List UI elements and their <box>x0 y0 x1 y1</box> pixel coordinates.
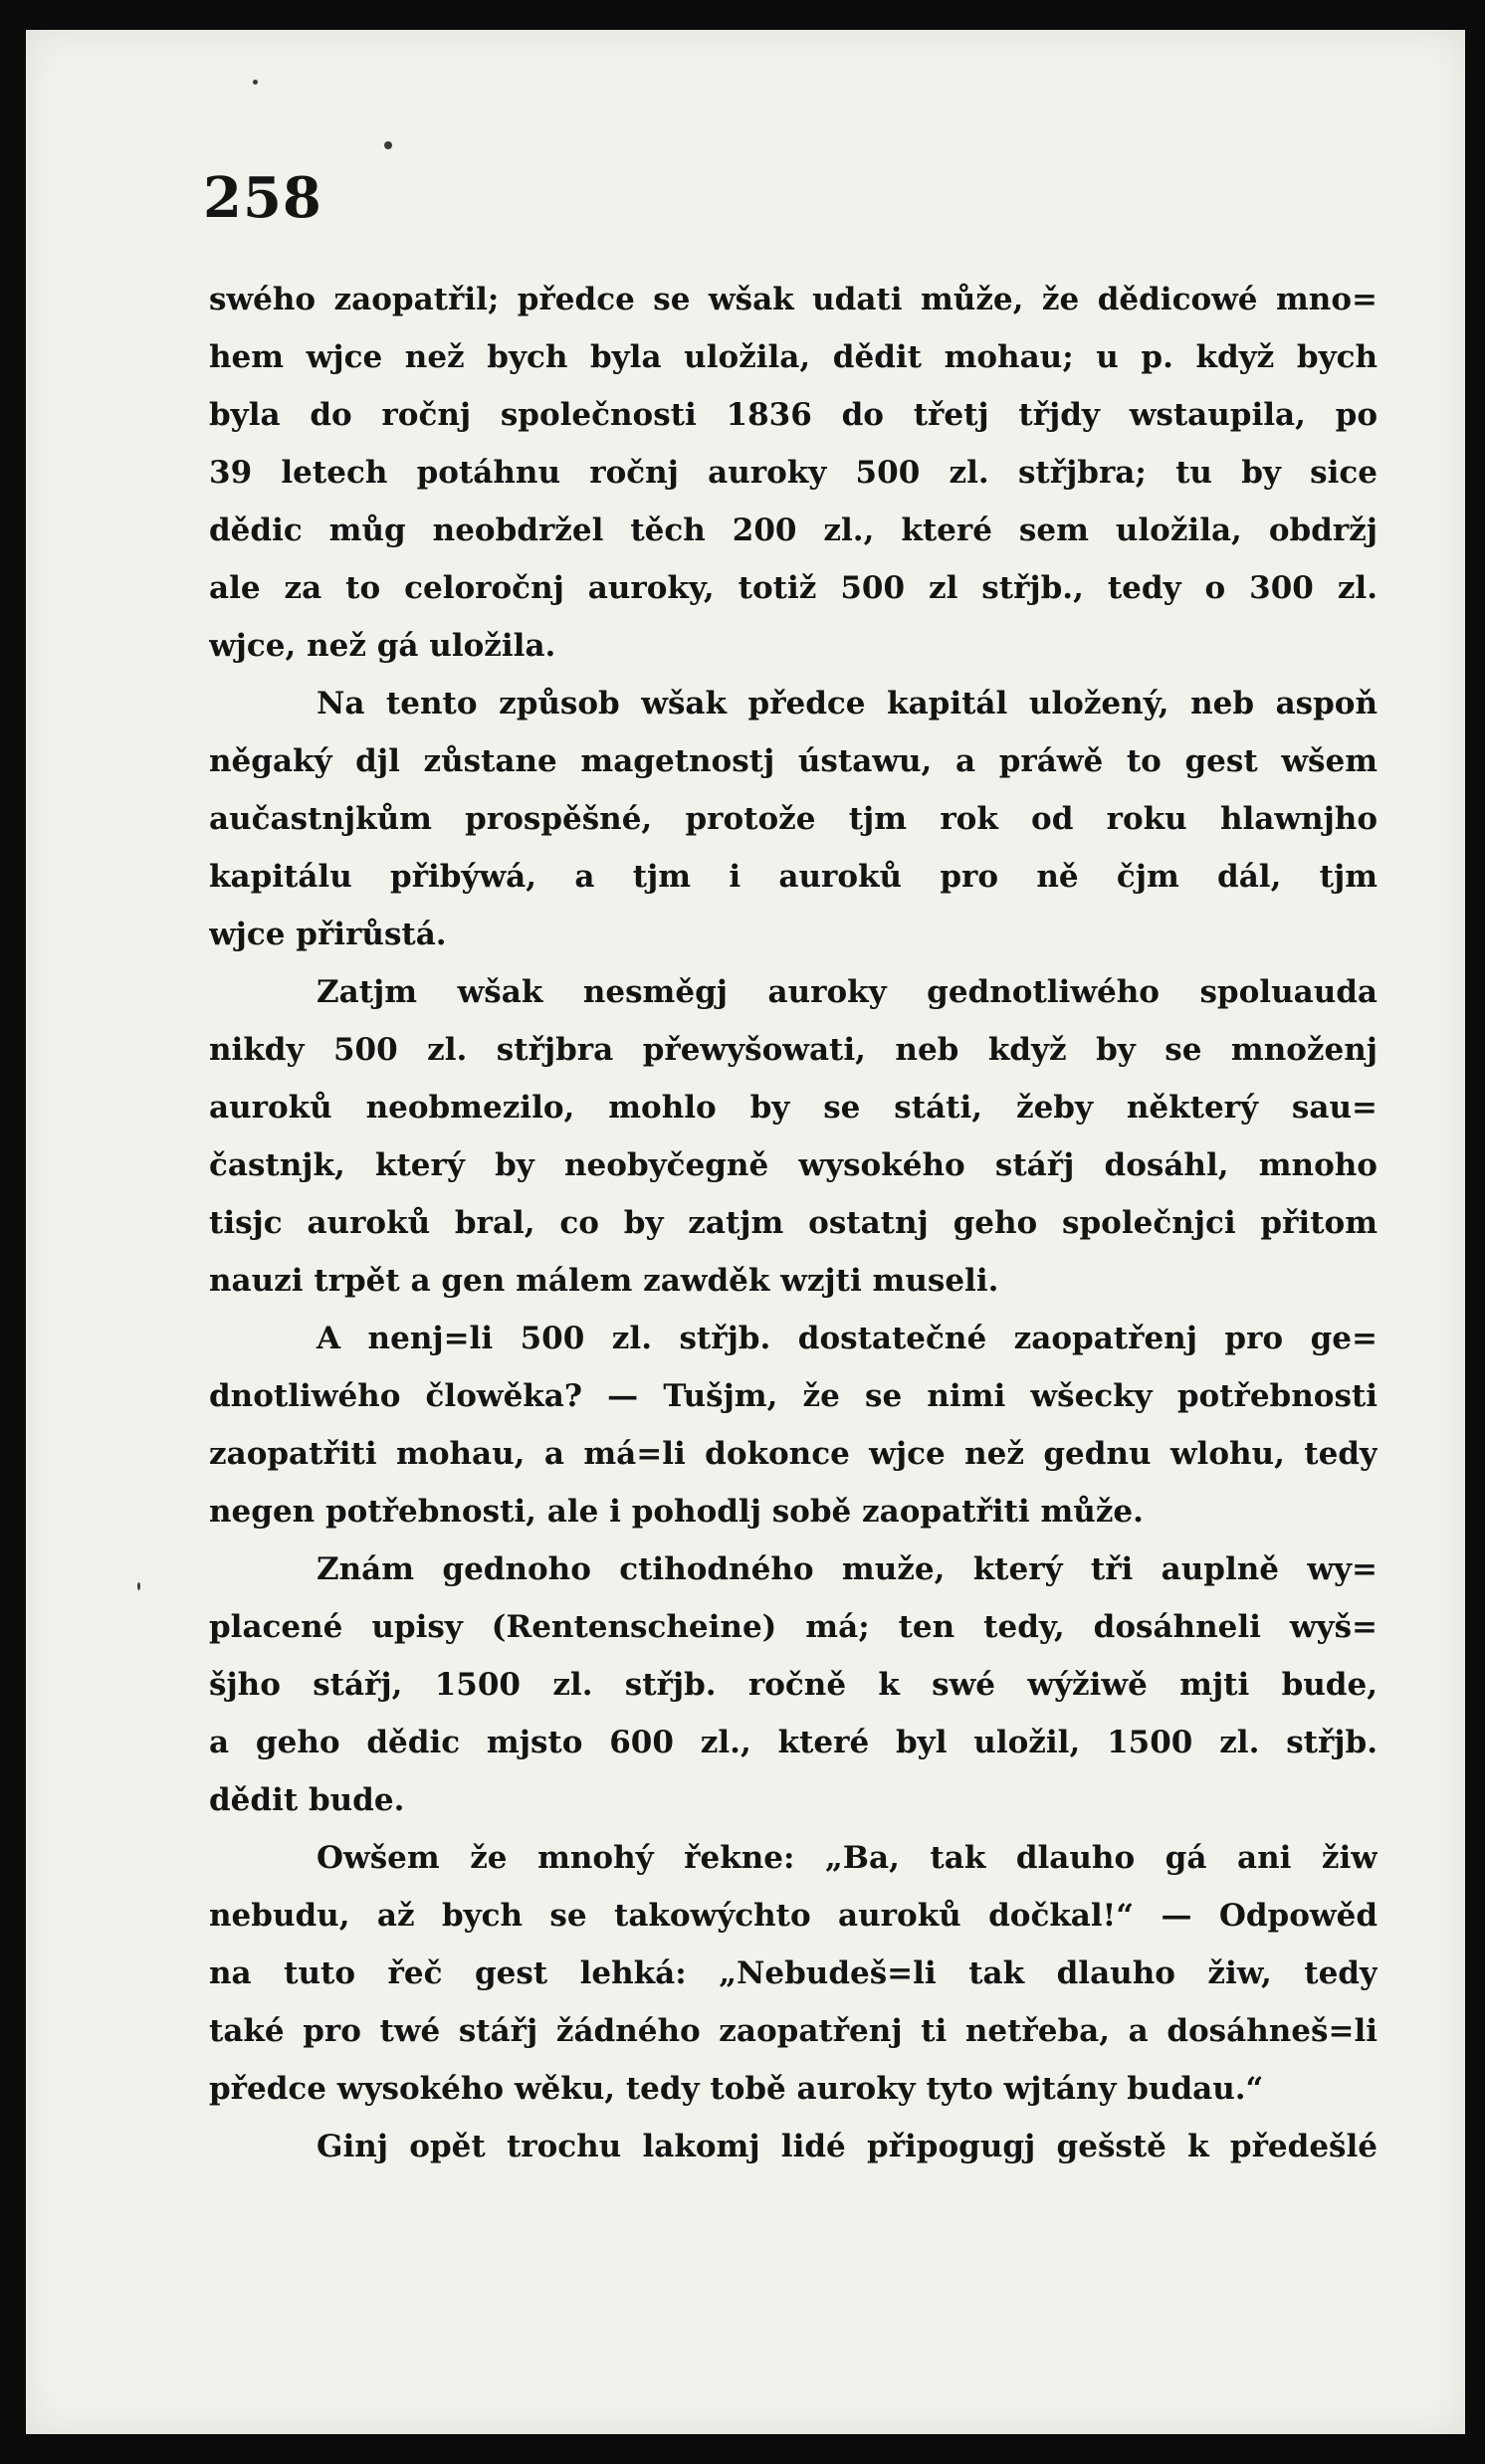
text-line: auroků neobmezilo, mohlo by se státi, žeby některý sau= <box>209 1090 1378 1126</box>
text-line: placené upisy (Rentenscheine) má; ten tedy, dosáhneli wyš= <box>209 1609 1378 1645</box>
text-line: hem wjce než bych byla uložila, dědit mohau; u p. když bych <box>209 339 1378 375</box>
print-speck <box>137 1582 140 1590</box>
text-line: dědic můg neobdržel těch 200 zl., které sem uložila, obdržj <box>209 513 1378 548</box>
text-line: negen potřebnosti, ale i pohodlj sobě zaopatřiti může. <box>209 1494 1144 1530</box>
text-line: zaopatřiti mohau, a má=li dokonce wjce než gednu wlohu, tedy <box>209 1436 1378 1472</box>
text-line: také pro twé stářj žádného zaopatřenj ti netřeba, a dosáhneš=li <box>209 2013 1378 2049</box>
text-line: na tuto řeč gest lehká: „Nebudeš=li tak dlauho žiw, tedy <box>209 1955 1378 1991</box>
text-line: Na tento způsob wšak předce kapitál uložený, neb aspoň <box>317 686 1378 721</box>
text-line: nebudu, až bych se takowýchto auroků dočkal!“ — Odpowěd <box>209 1898 1378 1934</box>
text-line: něgaký djl zůstane magetnostj ústawu, a práwě to gest wšem <box>209 743 1378 779</box>
body-text <box>209 271 1378 2175</box>
text-line: swého zaopatřil; předce se wšak udati může, že dědicowé mno= <box>209 282 1378 317</box>
text-line: aučastnjkům prospěšné, protože tjm rok od roku hlawnjho <box>209 801 1378 837</box>
text-line: 39 letech potáhnu ročnj auroky 500 zl. střjbra; tu by sice <box>209 455 1378 491</box>
text-line: a geho dědic mjsto 600 zl., které byl uložil, 1500 zl. střjb. <box>209 1725 1378 1760</box>
text-line: dědit bude. <box>209 1782 405 1818</box>
text-line: wjce, než gá uložila. <box>209 628 556 664</box>
text-line: A nenj=li 500 zl. střjb. dostatečné zaopatřenj pro ge= <box>317 1321 1378 1356</box>
text-line: tisjc auroků bral, co by zatjm ostatnj geho společnjci přitom <box>209 1205 1378 1241</box>
text-line: dnotliwého člowěka? — Tušjm, že se nimi wšecky potřebnosti <box>209 1378 1378 1414</box>
text-line: předce wysokého wěku, tedy tobě auroky tyto wjtány budau.“ <box>209 2071 1264 2107</box>
print-speck <box>384 141 392 149</box>
text-line: byla do ročnj společnosti 1836 do třetj třjdy wstaupila, po <box>209 397 1378 433</box>
text-line: šjho stářj, 1500 zl. střjb. ročně k swé wýžiwě mjti bude, <box>209 1667 1378 1703</box>
text-line: ale za to celoročnj auroky, totiž 500 zl střjb., tedy o 300 zl. <box>209 570 1378 606</box>
text-line: wjce přirůstá. <box>209 917 447 952</box>
text-line: kapitálu přibýwá, a tjm i auroků pro ně čjm dál, tjm <box>209 859 1378 895</box>
text-line: častnjk, který by neobyčegně wysokého stářj dosáhl, mnoho <box>209 1147 1378 1183</box>
text-line: Owšem že mnohý řekne: „Ba, tak dlauho gá ani žiw <box>317 1840 1378 1876</box>
text-line: nikdy 500 zl. střjbra přewyšowati, neb když by se množenj <box>209 1032 1378 1068</box>
text-line: Zatjm wšak nesměgj auroky gednotliwého spoluauda <box>317 974 1378 1010</box>
text-line: Ginj opět trochu lakomj lidé připogugj gešstě k předešlé <box>317 2129 1378 2164</box>
text-line: nauzi trpět a gen málem zawděk wzjti museli. <box>209 1263 999 1299</box>
text-line: Znám gednoho ctihodného muže, který tři auplně wy= <box>317 1551 1378 1587</box>
print-speck <box>253 80 258 85</box>
book-page <box>26 30 1465 2434</box>
page-number: 258 <box>203 165 322 231</box>
